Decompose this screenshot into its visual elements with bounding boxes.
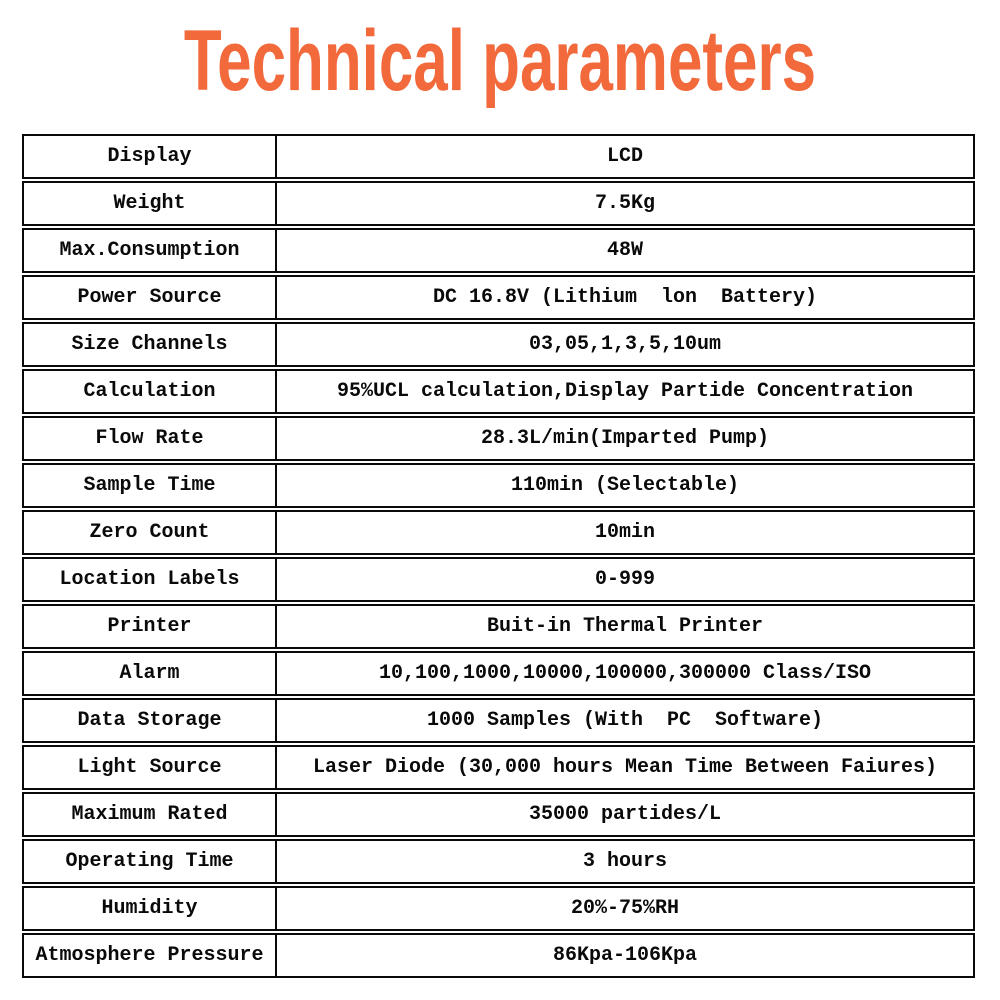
table-row xyxy=(22,134,975,179)
table-row xyxy=(22,745,975,790)
param-value-cell: 3 hours xyxy=(582,850,667,873)
table-row xyxy=(22,275,975,320)
param-name-cell: Light Source xyxy=(24,747,277,788)
param-value-cell: DC 16.8V (Lithium lon Battery) xyxy=(432,286,818,309)
table-row xyxy=(22,651,975,696)
param-name-cell: Display xyxy=(24,136,277,177)
table-row xyxy=(22,698,975,743)
param-value-cell: 35000 partides/L xyxy=(528,803,722,826)
param-name-cell: Alarm xyxy=(24,653,277,694)
param-name-cell: Sample Time xyxy=(24,465,277,506)
param-name-cell: Power Source xyxy=(24,277,277,318)
param-value-cell: LCD xyxy=(606,145,643,168)
param-name-cell: Printer xyxy=(24,606,277,647)
param-value-cell: 86Kpa-106Kpa xyxy=(552,944,698,967)
param-name-cell: Atmosphere Pressure xyxy=(24,935,277,976)
param-value-cell: 0-999 xyxy=(594,568,655,591)
table-row xyxy=(22,839,975,884)
param-value-cell: 10,100,1000,10000,100000,300000 Class/ISO xyxy=(378,662,872,685)
param-name-cell: Zero Count xyxy=(24,512,277,553)
table-row xyxy=(22,933,975,978)
param-value-cell: 48W xyxy=(606,239,643,262)
spec-table xyxy=(22,134,975,978)
param-name-cell: Weight xyxy=(24,183,277,224)
page-title: Technical parameters xyxy=(183,13,817,109)
param-name-cell: Size Channels xyxy=(24,324,277,365)
param-name-cell: Operating Time xyxy=(24,841,277,882)
table-row xyxy=(22,463,975,508)
param-value-cell: 7.5Kg xyxy=(594,192,655,215)
param-value-cell: 03,05,1,3,5,10um xyxy=(528,333,722,356)
table-row xyxy=(22,886,975,931)
param-name-cell: Flow Rate xyxy=(24,418,277,459)
table-row xyxy=(22,181,975,226)
param-value-cell: 110min (Selectable) xyxy=(510,474,740,497)
param-name-cell: Humidity xyxy=(24,888,277,929)
table-row xyxy=(22,792,975,837)
param-value-cell: Buit-in Thermal Printer xyxy=(486,615,764,638)
table-row xyxy=(22,557,975,602)
param-value-cell: 1000 Samples (With PC Software) xyxy=(426,709,824,732)
page-header xyxy=(0,13,1000,109)
param-name-cell: Data Storage xyxy=(24,700,277,741)
param-value-cell: 28.3L/min(Imparted Pump) xyxy=(480,427,770,450)
param-value-cell: 20%-75%RH xyxy=(570,897,680,920)
param-name-cell: Max.Consumption xyxy=(24,230,277,271)
table-row xyxy=(22,604,975,649)
param-name-cell: Location Labels xyxy=(24,559,277,600)
param-name-cell: Maximum Rated xyxy=(24,794,277,835)
param-name-cell: Calculation xyxy=(24,371,277,412)
table-row xyxy=(22,322,975,367)
table-row xyxy=(22,369,975,414)
param-value-cell: 95%UCL calculation,Display Partide Concentration xyxy=(336,380,914,403)
table-row xyxy=(22,228,975,273)
table-row xyxy=(22,510,975,555)
table-row xyxy=(22,416,975,461)
param-value-cell: Laser Diode (30,000 hours Mean Time Between Faiures) xyxy=(312,756,938,779)
param-value-cell: 10min xyxy=(594,521,655,544)
